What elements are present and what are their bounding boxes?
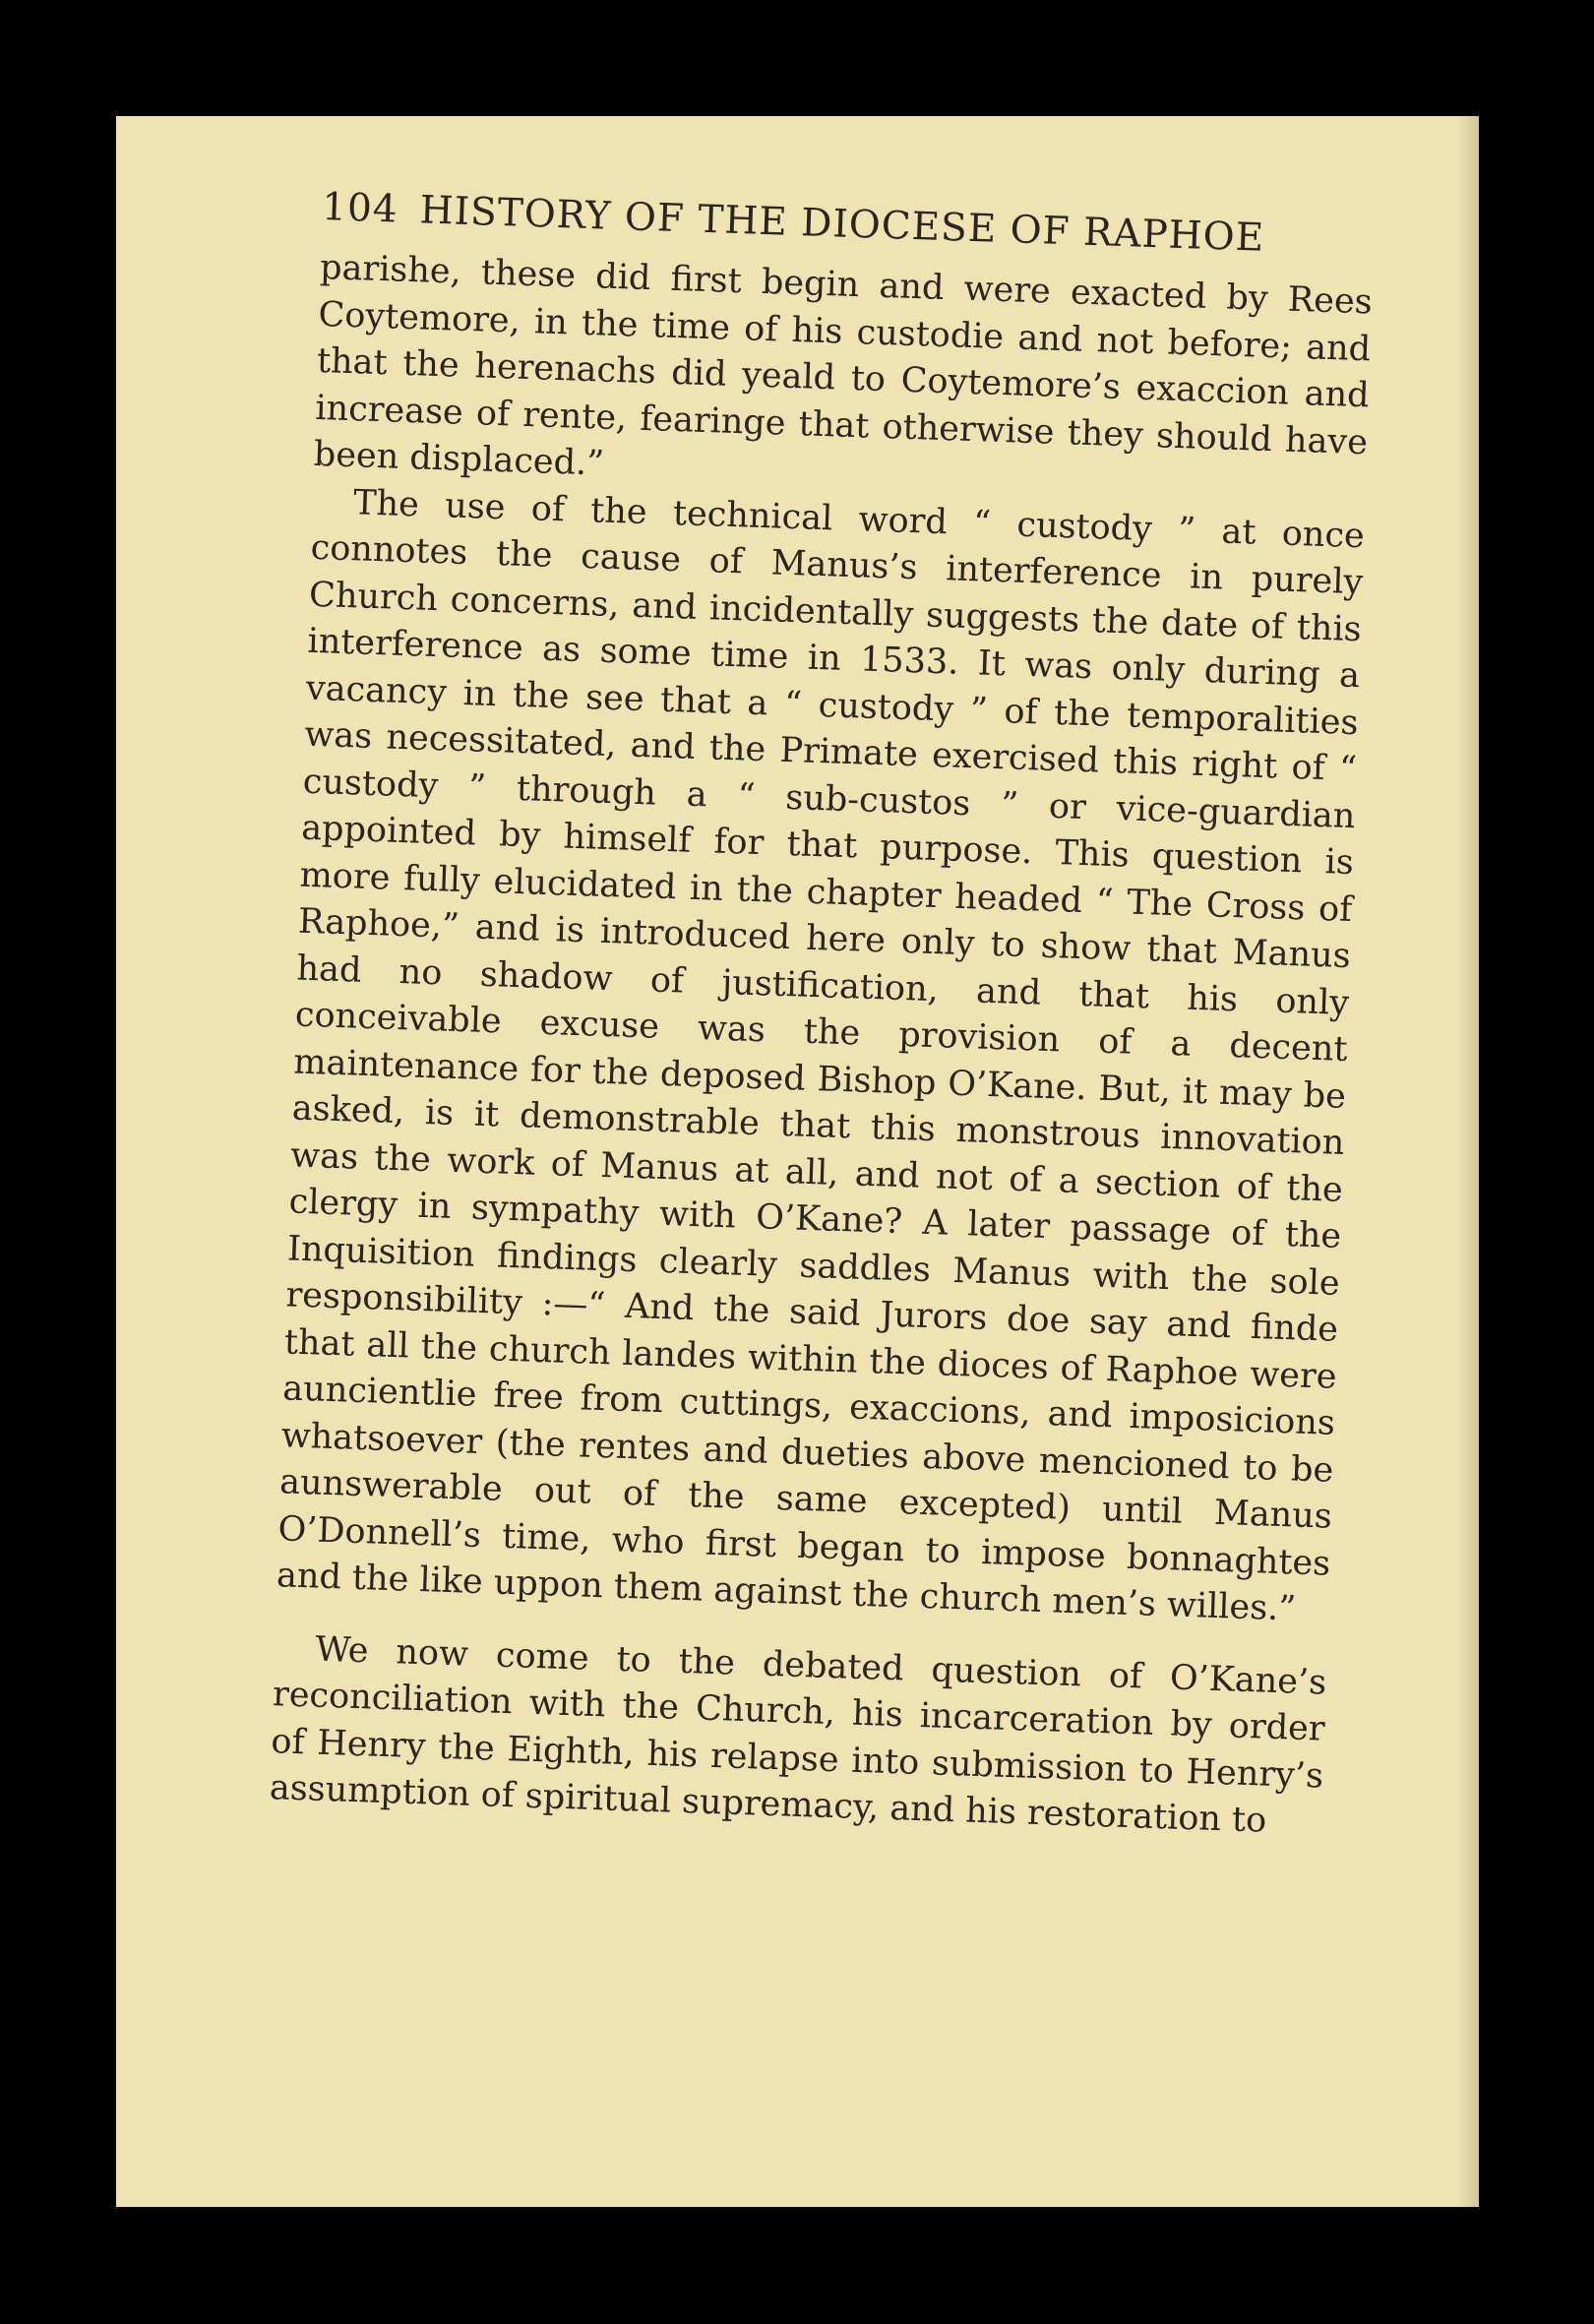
page-text-block: [269, 185, 1375, 1847]
book-page: [116, 116, 1479, 2207]
paragraph-continuation: parishe, these did first begin and were exacted by Rees Coytemore, in the time of his custodie and not before; and that the herenachs did yeald to Coytemore’s exaccion and increase of rente, fearinge that otherwise they should have been displaced.”: [313, 247, 1374, 484]
running-title: HISTORY OF THE DIOCESE OF RAPHOE: [418, 188, 1265, 261]
page-edge-shadow: [1457, 116, 1479, 2207]
page-number: 104: [321, 185, 399, 232]
paragraph-custody: The use of the technical word “ custody ” at once connotes the cause of Manus’s interference in purely Church concerns, and incidentally suggests the date of this interference as some time in 1533. It was only during a vacancy in the see that a “ custody ” of the temporalities was necessitated, and the Primate exercised this right of “ custody ” through a “ sub-custos ” or vice-guardian appointed by himself for that purpose. This question is more fully elucidated in the chapter headed “ The Cross of Raphoe,” and is introduced here only to show that Manus had no shadow of justification, and that his only conceivable excuse was the provision of a decent maintenance for the deposed Bishop O’Kane. But, it may be asked, is it demonstrable that this monstrous innovation was the work of Manus at all, and not of a section of the clergy in sympathy with O’Kane? A later passage of the Inquisition findings clearly saddles Manus with the sole responsibility :—“ And the said Jurors doe say and finde that all the church landes within the dioces of Raphoe were auncientlie free from cuttings, exaccions, and imposicions whatsoever (the rentes and dueties above mencioned to be aunswerable out of the same excepted) until Manus O’Donnell’s time, who first began to impose bonnaghtes and the like uppon them against the church men’s willes.”: [276, 482, 1366, 1629]
paragraph-reconciliation: We now come to the debated question of O’Kane’s reconciliation with the Church, his incarceration by order of Henry the Eighth, his relapse into submission to Henry’s assumption of spiritual supremacy, and his restoration to: [269, 1629, 1327, 1841]
